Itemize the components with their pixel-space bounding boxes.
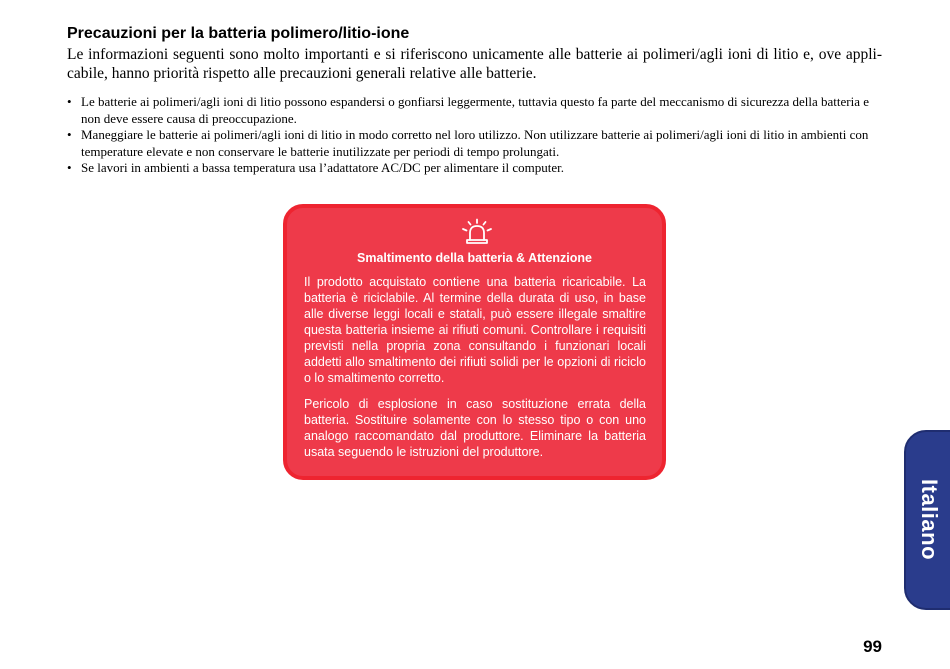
page-number: 99 <box>863 637 882 656</box>
list-item: • Maneggiare le batterie ai polimeri/agli ioni di litio in modo corretto nel loro utilizzo. Non utilizzare batterie ai polimeri/agli ioni di litio in ambienti con temperature elevate e non conservare le batterie inutilizzate per periodi di tempo prolungati. <box>67 127 882 160</box>
language-tab-label: Italiano <box>917 479 942 561</box>
alarm-bell-icon <box>460 218 494 246</box>
warning-paragraph: Il prodotto acquistato contiene una batteria ricaricabile. La batteria è riciclabile. Al termine della durata di uso, in base alle diverse leggi locali e statali, può essere illegale smaltire questa batteria insieme ai rifiuti comuni. Controllare i requisiti previsti nella propria zona consultando i funzionari locali addetti allo smaltimento dei rifiuti solidi per le opzioni di riciclo o lo smaltimento corretto. <box>304 275 646 385</box>
warning-title: Smaltimento della batteria & Attenzione <box>357 251 592 265</box>
language-tab <box>904 430 950 610</box>
warning-paragraph: Pericolo di esplosione in caso sostituzione errata della batteria. Sostituire solamente con lo stesso tipo o con uno analogo raccomandato dal produttore. Eliminare la batteria usata seguendo le istruzioni del produttore. <box>304 397 646 459</box>
list-item: • Le batterie ai polimeri/agli ioni di litio possono espandersi o gonfiarsi leggermente, tuttavia questo fa parte del meccanismo di sicurezza della batteria e non deve essere causa di preoccupazione. <box>67 94 882 127</box>
intro-paragraph: Le informazioni seguenti sono molto importanti e si riferiscono unicamente alle batterie ai polimeri/agli ioni di litio e, ove appli-cabile, hanno priorità rispetto alle precauzioni generali relative alle batterie. <box>67 46 882 82</box>
list-item: • Se lavori in ambienti a bassa temperatura usa l’adattatore AC/DC per alimentare il computer. <box>67 160 882 177</box>
battery-disposal-warning-box <box>283 204 666 480</box>
precautions-list <box>67 94 882 177</box>
section-title: Precauzioni per la batteria polimero/litio-ione <box>67 25 410 42</box>
warning-body <box>304 274 646 470</box>
